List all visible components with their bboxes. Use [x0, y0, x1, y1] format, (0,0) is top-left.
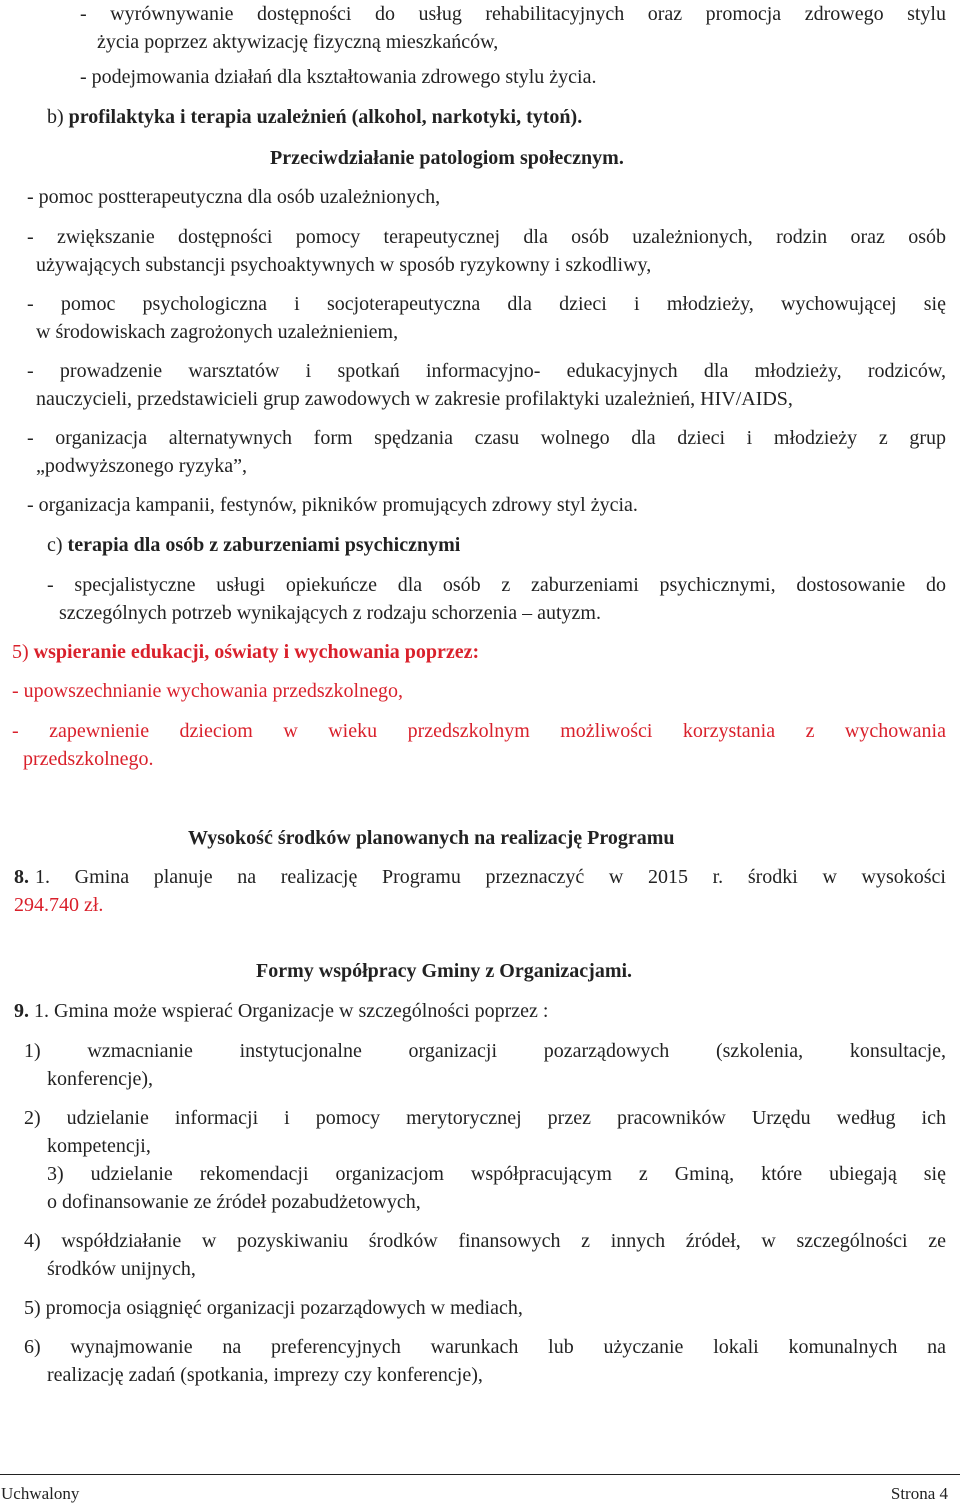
- list-item-text: - prowadzenie warsztatów i spotkań informacyjno- edukacyjnych dla młodzieży, rodziców,: [27, 360, 946, 382]
- list-item-text-cont: o dofinansowanie ze źródeł pozabudżetowych,: [47, 1191, 421, 1213]
- funding-amount: 294.740 zł.: [14, 894, 104, 916]
- list-item-text: - zwiększanie dostępności pomocy terapeutycznej dla osób uzależnionych, rodzin oraz osób: [27, 226, 946, 248]
- list-item-text: - specjalistyczne usługi opiekuńcze dla osób z zaburzeniami psychicznymi, dostosowanie do: [47, 574, 946, 596]
- section-5-heading: [12, 638, 479, 666]
- section-marker: c): [47, 534, 63, 556]
- list-item-text-cont: konferencje),: [47, 1068, 154, 1090]
- list-item-text-cont: kompetencji,: [47, 1135, 151, 1157]
- section-subheading: Przeciwdziałanie patologiom społecznym.: [270, 147, 624, 169]
- paragraph-number: 9.: [14, 1000, 29, 1022]
- list-item-text: 6) wynajmowanie na preferencyjnych warunkach lub użyczanie lokali komunalnych na: [24, 1336, 946, 1358]
- section-title: wspieranie edukacji, oświaty i wychowania poprzez:: [33, 641, 480, 663]
- section-marker: 5): [12, 641, 29, 663]
- section-b-heading: [47, 103, 582, 131]
- list-item-text: 4) współdziałanie w pozyskiwaniu środków finansowych z innych źródeł, w szczególności ze: [24, 1230, 946, 1252]
- cooperation-intro: [14, 997, 548, 1025]
- list-item-text-cont: używających substancji psychoaktywnych w sposób ryzykowny i szkodliwy,: [36, 254, 652, 276]
- cooperation-heading: Formy współpracy Gminy z Organizacjami.: [256, 960, 633, 982]
- list-item-text-cont: realizację zadań (spotkania, imprezy czy konferencje),: [47, 1364, 483, 1386]
- list-item-text-cont: „podwyższonego ryzyka”,: [36, 455, 248, 477]
- list-item-text: - organizacja kampanii, festynów, pikników promujących zdrowy styl życia.: [27, 494, 638, 516]
- section-title: profilaktyka i terapia uzależnień (alkohol, narkotyki, tytoń).: [68, 106, 583, 128]
- footer-status: Uchwalony: [1, 1484, 80, 1503]
- paragraph-number: 8.: [14, 866, 29, 888]
- section-c-heading: [47, 531, 460, 559]
- list-item-text: 1) wzmacnianie instytucjonalne organizacji pozarządowych (szkolenia, konsultacje,: [24, 1040, 946, 1062]
- list-item-text-cont: środków unijnych,: [47, 1258, 196, 1280]
- funding-heading: Wysokość środków planowanych na realizację Programu: [188, 827, 675, 849]
- list-item-text: - wyrównywanie dostępności do usług rehabilitacyjnych oraz promocja zdrowego stylu: [80, 3, 946, 25]
- list-item-text: - upowszechnianie wychowania przedszkolnego,: [12, 680, 403, 702]
- list-item-text: 2) udzielanie informacji i pomocy merytorycznej przez pracowników Urzędu według ich: [24, 1107, 946, 1129]
- list-item-text: - zapewnienie dzieciom w wieku przedszkolnym możliwości korzystania z wychowania: [12, 720, 946, 742]
- funding-text: 1. Gmina planuje na realizację Programu przeznaczyć w 2015 r. środki w wysokości: [35, 866, 946, 888]
- list-item-text-cont: życia poprzez aktywizację fizyczną mieszkańców,: [97, 31, 499, 53]
- list-item-text-cont: szczególnych potrzeb wynikających z rodzaju schorzenia – autyzm.: [59, 602, 601, 624]
- list-item-text: - pomoc postterapeutyczna dla osób uzależnionych,: [27, 186, 441, 208]
- page-footer: [0, 1474, 960, 1505]
- cooperation-intro-text: 1. Gmina może wspierać Organizacje w szczególności poprzez :: [34, 1000, 549, 1022]
- list-item-text: - organizacja alternatywnych form spędzania czasu wolnego dla dzieci i młodzieży z grup: [27, 427, 946, 449]
- list-item-text: 5) promocja osiągnięć organizacji pozarządowych w mediach,: [24, 1297, 523, 1319]
- section-title: terapia dla osób z zaburzeniami psychicznymi: [67, 534, 461, 556]
- list-item-text: - podejmowania działań dla kształtowania zdrowego stylu życia.: [80, 66, 597, 88]
- list-item-text: 3) udzielanie rekomendacji organizacjom współpracującym z Gminą, które ubiegają się: [47, 1163, 946, 1185]
- page-number: Strona 4: [890, 1484, 948, 1503]
- list-item-text-cont: w środowiskach zagrożonych uzależnieniem,: [36, 321, 399, 343]
- funding-paragraph: [14, 863, 946, 891]
- list-item-text: - pomoc psychologiczna i socjoterapeutyczna dla dzieci i młodzieży, wychowującej się: [27, 293, 946, 315]
- list-item-text-cont: przedszkolnego.: [23, 748, 154, 770]
- list-item-text-cont: nauczycieli, przedstawicieli grup zawodowych w zakresie profilaktyki uzależnień, HIV/AIDS,: [36, 388, 793, 410]
- section-marker: b): [47, 106, 64, 128]
